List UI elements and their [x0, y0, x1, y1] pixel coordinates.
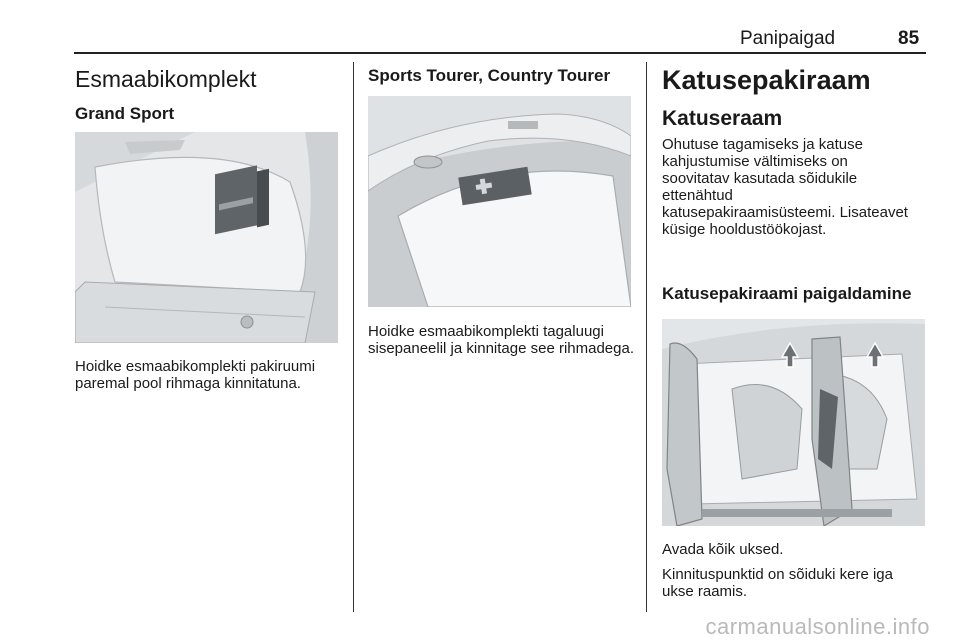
- column-divider-2: [646, 62, 647, 612]
- first-aid-caption-grand-sport: Hoidke esmaabikomplekti pakiruumi paremal pool rihmaga kinnitatuna.: [75, 358, 316, 392]
- header-page-number: 85: [898, 28, 920, 49]
- roof-rack-title: Katusepakiraam: [662, 65, 871, 95]
- header-rule: [74, 52, 926, 54]
- open-doors-note: Avada kõik uksed.: [662, 541, 784, 558]
- tailgate-first-aid-illustration: [368, 96, 631, 307]
- column-divider-1: [353, 62, 354, 612]
- roof-rack-subtitle: Katuseraam: [662, 107, 783, 130]
- grand-sport-subheading: Grand Sport: [75, 104, 175, 123]
- roof-rack-line-6: küsige hooldustöökojast.: [662, 221, 827, 238]
- car-doors-illustration: [662, 319, 925, 526]
- attachment-note-line-2: ukse raamis.: [662, 583, 748, 600]
- roof-rack-line-3: soovitatav kasutada sõidukile: [662, 170, 858, 187]
- trunk-first-aid-illustration: [75, 132, 338, 343]
- first-aid-caption-tourer: Hoidke esmaabikomplekti tagaluugi sisepaneelil ja kinnitage see rihmadega.: [368, 323, 635, 357]
- roof-rack-line-1: Ohutuse tagamiseks ja katuse: [662, 136, 863, 153]
- sports-tourer-subheading: Sports Tourer, Country Tourer: [368, 66, 611, 85]
- roof-rack-line-4: ettenähtud: [662, 187, 733, 204]
- header-section-title: Panipaigad: [740, 28, 836, 49]
- first-aid-heading: Esmaabikomplekt: [75, 66, 257, 92]
- watermark-text: carmanualsonline.info: [705, 614, 930, 639]
- roof-rack-install-heading: Katusepakiraami paigaldamine: [662, 284, 912, 303]
- attachment-note-line-1: Kinnituspunktid on sõiduki kere iga: [662, 566, 893, 583]
- roof-rack-line-5: katusepakiraamisüsteemi. Lisateavet: [662, 204, 908, 221]
- roof-rack-line-2: kahjustumise vältimiseks on: [662, 153, 848, 170]
